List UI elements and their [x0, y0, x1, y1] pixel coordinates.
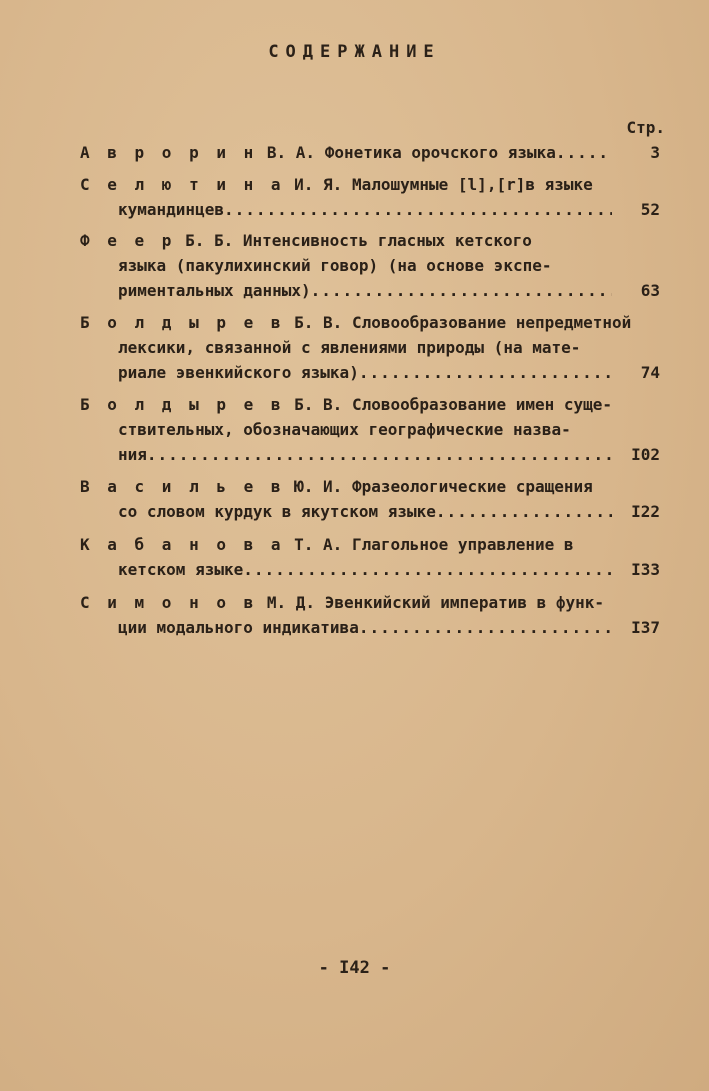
toc-title-text: ции модального индикатива: [118, 618, 359, 637]
toc-title-text: риментальных данных): [118, 281, 311, 300]
toc-entry-line: [80, 360, 660, 385]
toc-leader-dots: [243, 557, 612, 582]
toc-page-number: 52: [640, 200, 660, 219]
toc-page-number: I22: [631, 502, 660, 521]
toc-author: А в р о р и н: [80, 143, 258, 162]
toc-entry: [80, 228, 660, 303]
toc-entry-line: [80, 392, 660, 417]
toc-author: К а б а н о в а: [80, 535, 285, 554]
toc-entry: [80, 140, 660, 165]
toc-entry-line: [80, 442, 660, 467]
toc-title-text: Словообразование непредметной: [351, 313, 632, 332]
toc-author: С и м о н о в: [80, 593, 258, 612]
toc-title-text: Малошумные [l],[r]в языке: [351, 175, 593, 194]
toc-author: В а с и л ь е в: [80, 477, 285, 496]
toc-title-text: Фразеологические сращения: [351, 477, 593, 496]
toc-page-number: I02: [631, 445, 660, 464]
toc-entry-line: [80, 615, 660, 640]
toc-initials: Б. Б.: [185, 231, 234, 250]
toc-entry-line: [80, 278, 660, 303]
toc-entry: [80, 172, 660, 222]
toc-author: Б о л д ы р е в: [80, 395, 285, 414]
toc-entry: [80, 532, 660, 582]
toc-entry-line: [80, 197, 660, 222]
toc-title-text: лексики, связанной с явлениями природы (на мате-: [118, 338, 581, 357]
toc-title-text: Фонетика орочского языка: [324, 143, 556, 162]
toc-leader-dots: [436, 499, 612, 524]
toc-leader-dots: [359, 615, 612, 640]
toc-leader-dots: [359, 360, 612, 385]
toc-title-text: языка (пакулихинский говор) (на основе экспе-: [118, 256, 552, 275]
toc-page-number: I33: [631, 560, 660, 579]
toc-entry: [80, 310, 660, 385]
toc-entry-line: [80, 499, 660, 524]
toc-initials: Т. А.: [294, 535, 343, 554]
toc-page-number: 63: [640, 281, 660, 300]
toc-author: С е л ю т и н а: [80, 175, 285, 194]
toc-leader-dots: [311, 278, 612, 303]
toc-title-text: со словом курдук в якутском языке: [118, 502, 436, 521]
toc-entry: [80, 590, 660, 640]
toc-entry: [80, 474, 660, 524]
toc-leader-dots: [556, 140, 612, 165]
toc-author: Ф е е р: [80, 231, 176, 250]
toc-entry-line: [80, 172, 660, 197]
page-title: СОДЕРЖАНИЕ: [268, 42, 441, 62]
toc-initials: И. Я.: [294, 175, 343, 194]
page-number: - I42 -: [318, 958, 391, 978]
toc-title-text: Интенсивность гласных кетского: [242, 231, 532, 250]
toc-initials: Б. В.: [294, 395, 343, 414]
toc-leader-dots: [224, 197, 612, 222]
toc-entry-line: [80, 557, 660, 582]
toc-page-number: I37: [631, 618, 660, 637]
toc-title-text: Глагольное управление в: [351, 535, 574, 554]
toc-entry-line: [80, 417, 660, 442]
toc-entry-line: [80, 140, 660, 165]
toc-page-number: 74: [640, 363, 660, 382]
toc-entry-line: [80, 253, 660, 278]
toc-author: Б о л д ы р е в: [80, 313, 285, 332]
toc-leader-dots: [147, 442, 612, 467]
toc-initials: Б. В.: [294, 313, 343, 332]
toc-entry-line: [80, 590, 660, 615]
toc-initials: М. Д.: [266, 593, 316, 612]
toc-entry-line: [80, 228, 660, 253]
toc-entry-line: [80, 310, 660, 335]
toc-title-text: Эвенкийский императив в функ-: [324, 593, 605, 612]
toc-title-text: риале эвенкийского языка): [118, 363, 359, 382]
toc-entry-line: [80, 335, 660, 360]
toc-entry: [80, 392, 660, 467]
toc-entry-line: [80, 474, 660, 499]
toc-entry-line: [80, 532, 660, 557]
toc-initials: В. А.: [266, 143, 316, 162]
toc-title-text: ствительных, обозначающих географические назва-: [118, 420, 571, 439]
toc-title-text: ния: [118, 445, 147, 464]
toc-page-number: 3: [650, 143, 660, 162]
toc-title-text: кумандинцев: [118, 200, 224, 219]
toc-initials: Ю. И.: [294, 477, 343, 496]
toc-title-text: кетском языке: [118, 560, 244, 579]
page-column-label: Стр.: [626, 118, 665, 137]
toc-title-text: Словообразование имен суще-: [351, 395, 613, 414]
